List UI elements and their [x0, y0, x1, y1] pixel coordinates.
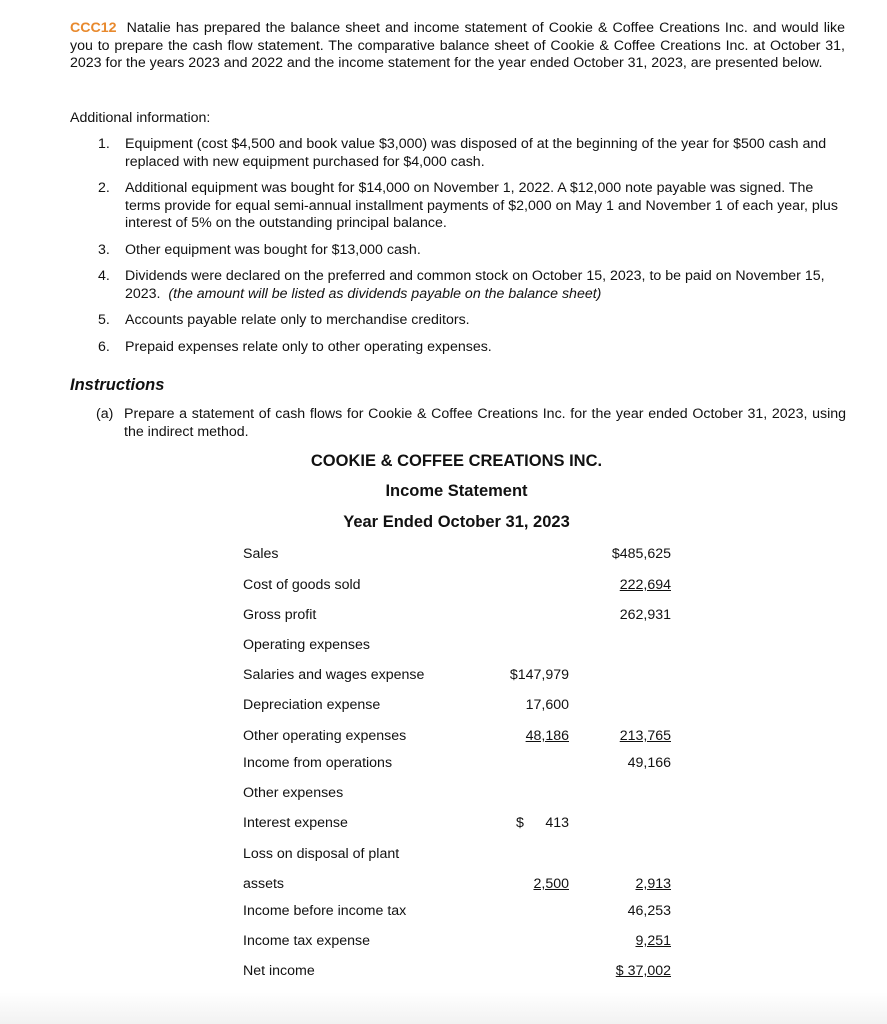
- item-text: Prepaid expenses relate only to other operating expenses.: [125, 338, 492, 355]
- value-income-operations: 49,166: [627, 755, 671, 771]
- row-label-interest: Interest expense: [243, 815, 348, 831]
- row-label-depreciation: Depreciation expense: [243, 697, 381, 713]
- row-label-operating-expenses: Operating expenses: [243, 637, 370, 653]
- list-item: [70, 136, 850, 171]
- row-label-other-expenses: Other expenses: [243, 785, 344, 801]
- page-bottom-shade: [0, 992, 887, 1024]
- value-income-tax: 9,251: [635, 933, 671, 949]
- instruction-part-a: [96, 406, 846, 441]
- additional-info-title: Additional information:: [70, 110, 211, 126]
- item-number: 5.: [98, 312, 110, 328]
- instructions-heading: Instructions: [70, 376, 165, 394]
- item-text: Dividends were declared on the preferred and common stock on October 15, 2023, to be paid on November 15, 2023.: [125, 268, 825, 302]
- statement-period: Year Ended October 31, 2023: [343, 513, 570, 531]
- value-net-income: $ 37,002: [615, 963, 671, 979]
- row-label-gross-profit: Gross profit: [243, 607, 317, 623]
- additional-info-list: [70, 136, 850, 365]
- list-item: [70, 242, 850, 260]
- value-loss-disposal: 2,500: [533, 876, 569, 892]
- value-interest: 413: [545, 815, 569, 831]
- row-label-income-operations: Income from operations: [243, 755, 393, 771]
- value-cogs: 222,694: [619, 577, 671, 593]
- part-label: (a): [96, 406, 114, 422]
- item-number: 1.: [98, 136, 110, 152]
- row-label-loss-disposal-cont: assets: [243, 876, 285, 892]
- item-note: (the amount will be listed as dividends payable on the balance sheet): [168, 285, 602, 302]
- row-label-salaries: Salaries and wages expense: [243, 667, 425, 683]
- row-label-income-before-tax: Income before income tax: [243, 903, 407, 919]
- value-depreciation: 17,600: [525, 697, 569, 713]
- item-number: 4.: [98, 268, 110, 284]
- list-item: [70, 312, 850, 330]
- part-text: Prepare a statement of cash flows for Cookie & Coffee Creations Inc. for the year ended October 31, 2023, using the indirect method.: [124, 406, 846, 440]
- row-label-loss-disposal: Loss on disposal of plant: [243, 846, 400, 862]
- item-text: Equipment (cost $4,500 and book value $3,000) was disposed of at the beginning of the year for $500 cash and replaced with new equipment purchased for $4,000 cash.: [125, 136, 827, 170]
- item-number: 6.: [98, 338, 110, 355]
- item-text: Accounts payable relate only to merchandise creditors.: [125, 312, 470, 328]
- list-item: [70, 339, 850, 357]
- list-item: [70, 180, 850, 233]
- problem-code: CCC12: [70, 20, 117, 36]
- row-label-cogs: Cost of goods sold: [243, 577, 361, 593]
- value-other-operating: 48,186: [525, 728, 569, 744]
- value-gross-profit: 262,931: [619, 607, 671, 623]
- item-text: Additional equipment was bought for $14,000 on November 1, 2022. A $12,000 note payable was signed. The terms provide for equal semi-annual installment payments of $2,000 on May 1 and November 1 of each year, plus interest of 5% on the outstanding principal balance.: [125, 180, 838, 231]
- row-label-sales: Sales: [243, 546, 279, 562]
- value-salaries: $147,979: [509, 667, 569, 683]
- item-text: Other equipment was bought for $13,000 cash.: [125, 241, 421, 258]
- value-interest-sign: $: [516, 815, 524, 831]
- item-number: 3.: [98, 241, 110, 258]
- problem-intro: [70, 20, 845, 73]
- company-name: COOKIE & COFFEE CREATIONS INC.: [310, 452, 603, 470]
- value-sales: $485,625: [611, 546, 671, 562]
- row-label-other-operating: Other operating expenses: [243, 728, 407, 744]
- row-label-income-tax: Income tax expense: [243, 933, 370, 949]
- statement-title: Income Statement: [385, 482, 528, 500]
- row-label-net-income: Net income: [243, 963, 315, 979]
- value-total-operating: 213,765: [619, 728, 671, 744]
- value-total-other-expenses: 2,913: [635, 876, 671, 892]
- item-number: 2.: [98, 180, 110, 196]
- list-item: [70, 268, 850, 303]
- problem-intro-text: Natalie has prepared the balance sheet and income statement of Cookie & Coffee Creations Inc. and would like you to prepare the cash flow statement. The comparative balance sheet of Cookie & Coffee Creations Inc. at October 31, 2023 for the years 2023 and 2022 and the income statement for the year ended October 31, 2023, are presented below.: [70, 20, 845, 71]
- value-income-before-tax: 46,253: [627, 903, 671, 919]
